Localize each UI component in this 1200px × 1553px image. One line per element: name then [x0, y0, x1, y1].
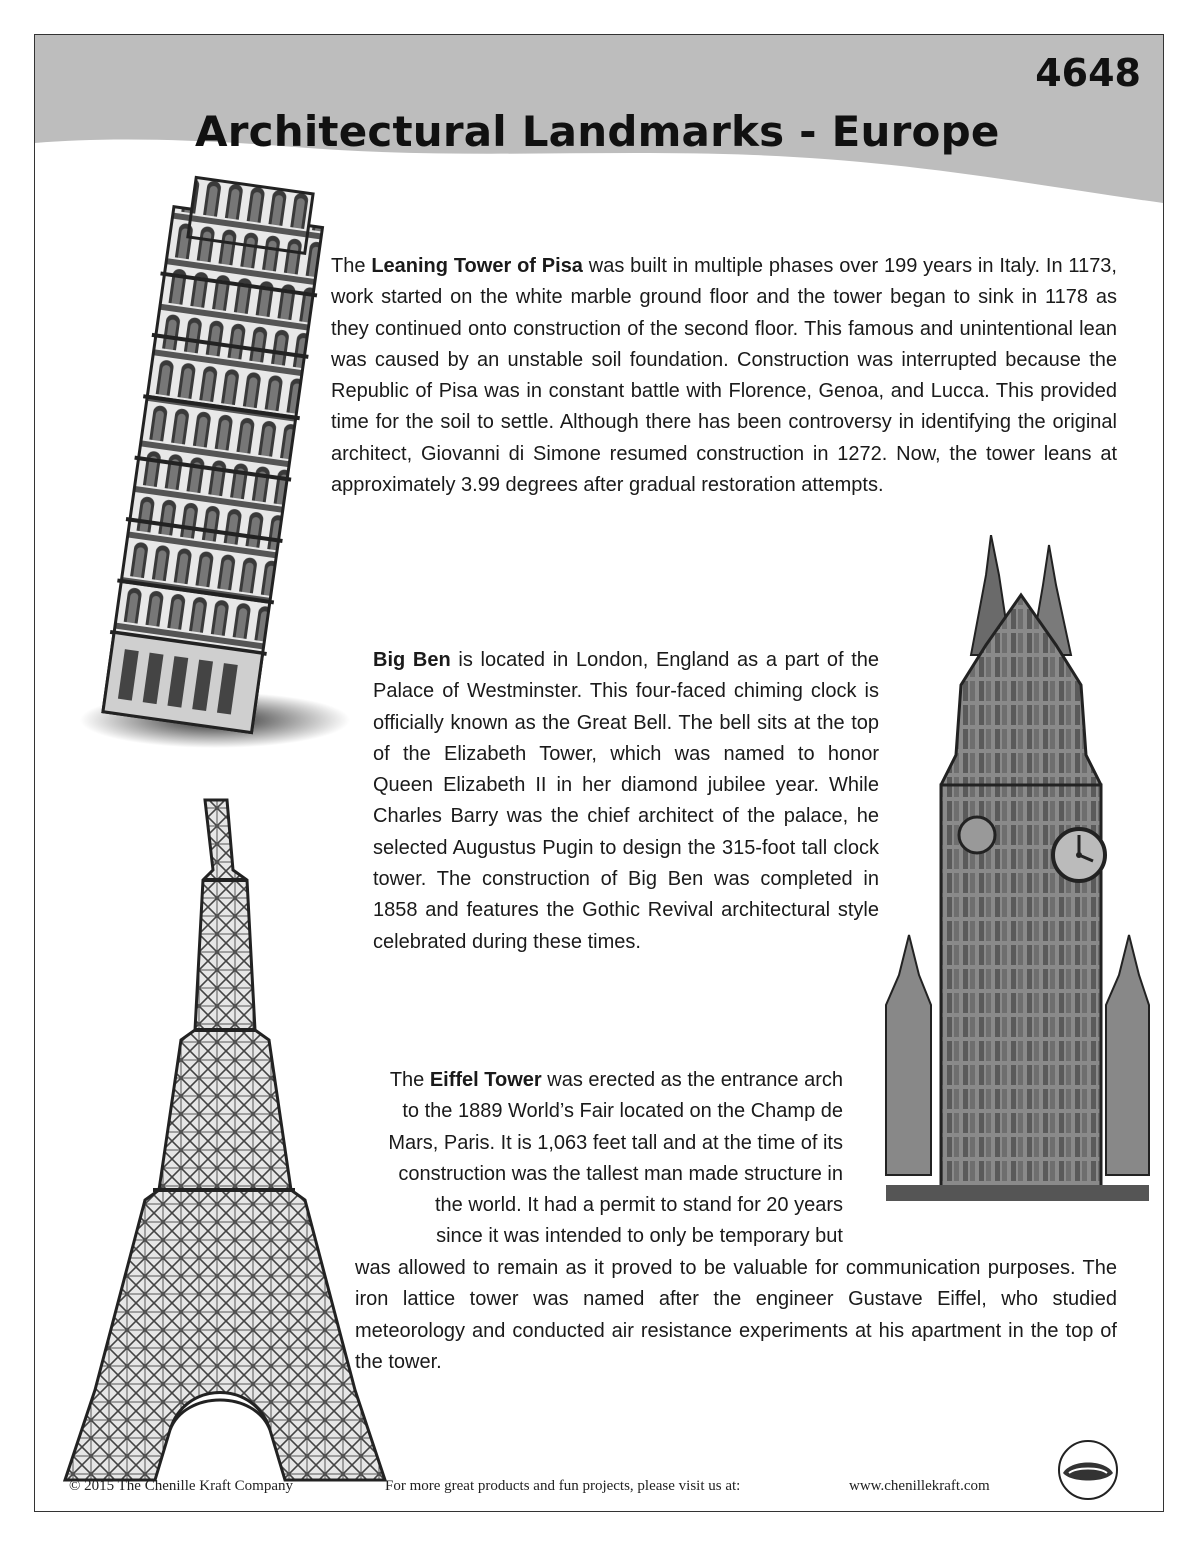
pisa-paragraph: The Leaning Tower of Pisa was built in multiple phases over 199 years in Italy. In 1173, work started on the white marble ground floor and the tower began to sink in 1178 as they continued onto construction of the second floor. This famous and unintentional lean was caused by an unstable soil foundation. Construction was interrupted because the Republic of Pisa was in constant battle with Florence, Genoa, and Lucca. This provided time for the soil to settle. Although there has been controversy in identifying the original architect, Giovanni di Simone resumed construction in 1272. Now, the tower leans at approximately 3.99 degrees after gradual restoration attempts.: [331, 255, 1117, 497]
promo-text: For more great products and fun projects, please visit us at:: [385, 1478, 741, 1494]
page-frame: [34, 34, 1164, 1512]
copyright-text: © 2015 The Chenille Kraft Company: [69, 1478, 293, 1494]
product-number: 4648: [1035, 51, 1141, 95]
big-ben-paragraph: Big Ben is located in London, England as a part of the Palace of Westminster. This four-faced chiming clock is officially known as the Great Bell. The bell sits at the top of the Elizabeth Tower, which was named to honor Queen Elizabeth II in her diamond jubilee year. While Charles Barry was the chief architect of the palace, he selected Augustus Pugin to design the 315-foot tall clock tower. The construction of Big Ben was completed in 1858 and features the Gothic Revival architectural style celebrated during these times.: [373, 649, 880, 953]
big-ben-heading: Big Ben: [373, 649, 451, 671]
website-link[interactable]: www.chenillekraft.com: [849, 1478, 990, 1494]
eiffel-paragraph-part1: The Eiffel Tower was erected as the entrance arch to the 1889 World’s Fair located on the Champ de Mars, Paris. It is 1,063 feet tall and at the time of its construction was the tallest man made structure in the world. It had a permit to stand for 20 years since it was intended to only be temporary but: [388, 1069, 843, 1248]
eiffel-paragraph-part2: was allowed to remain as it proved to be valuable for communication purposes. The iron lattice tower was named after the engineer Gustave Eiffel, who studied meteorology and conducted air resistance experiments at his apartment in the top of the tower.: [355, 1257, 1117, 1373]
chenille-kraft-logo: [1057, 1439, 1119, 1501]
big-ben-illustration: [881, 535, 1151, 1205]
page-title: Architectural Landmarks - Europe: [195, 107, 1000, 156]
eiffel-heading: Eiffel Tower: [429, 1069, 542, 1091]
leaning-tower-of-pisa-illustration: [75, 175, 355, 755]
pisa-heading: Leaning Tower of Pisa: [371, 255, 583, 277]
